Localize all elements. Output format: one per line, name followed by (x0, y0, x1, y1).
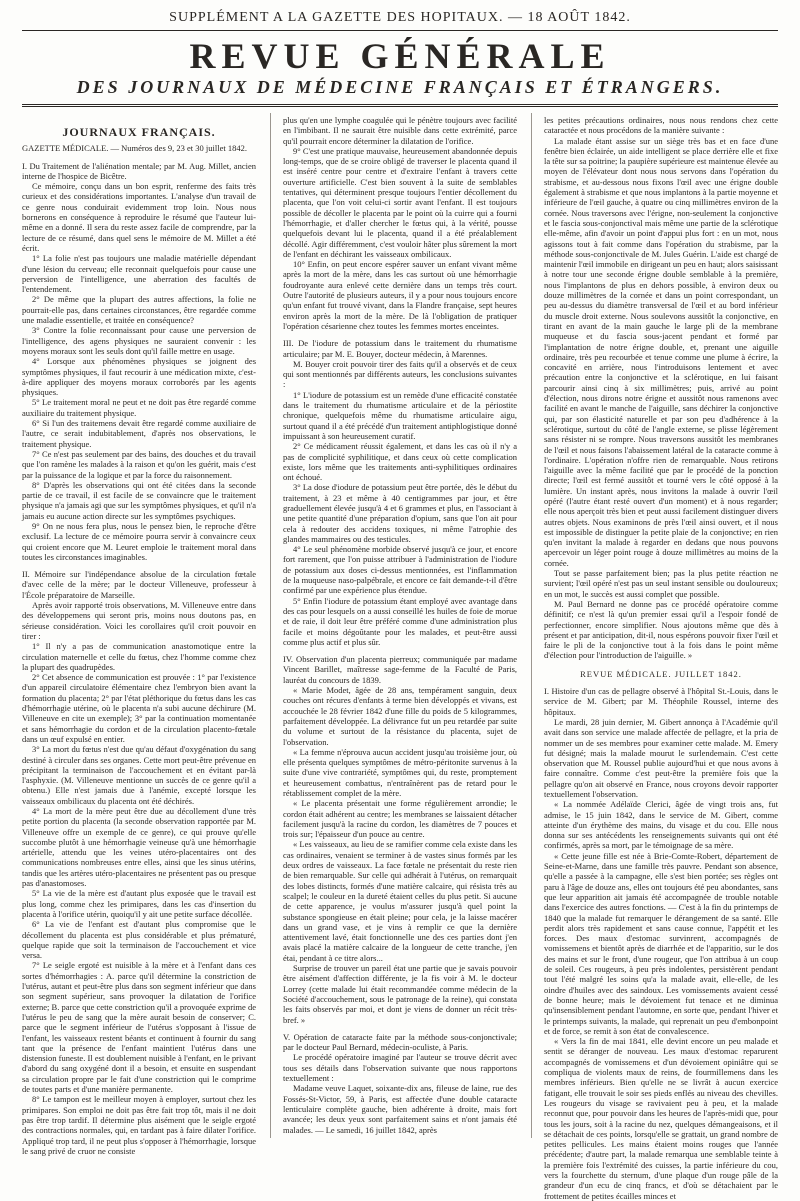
paragraph: « La femme n'éprouva aucun accident jusqu'au troisième jour, où elle présenta quelques symptômes de métro-péritonite survenus à la suite d'une vive contrariété, symptômes qui, du reste, promptement et heureusement combattus, n'entraînèrent pas de retard pour le rétablissement complet de la mère. (283, 746, 517, 798)
paragraph: 5° Enfin l'iodure de potassium étant employé avec avantage dans des cas pour lesquels on a aussi conseillé les huiles de foie de morue et de raie, il doit leur être préféré comme d'une administration plus facile et moins dégoûtante pour les malades, et peut-être aussi comme plus actif et plus sûr. (283, 595, 517, 647)
paragraph: 4° Lorsque aux phénomènes physiques se joignent des symptômes physiques, il faut recourir à une médication mixte, c'est-à-dire appliquer des moyens moraux corroborés par les agents physiques. (22, 356, 256, 398)
paragraph: « Les vaisseaux, au lieu de se ramifier comme cela existe dans les cas ordinaires, venaient se terminer à de vastes sinus formés par les deux ordres de vaisseaux. La face fœtale ne présentait du reste rien de bien remarquable. Sur celle qui adhérait à l'utérus, on remarquait des lobes distincts, formés d'une matière calcaire, qui résista très au scalpel; le couleur en la dureté étaient celles du plus petit. Si aucune de cette apparence, je voulus m'assurer jusqu'à quel point la substance spongieuse en était pleine; pour cela, je la laisse macérer dans un grand vase, et je vins à remplir ce que la dernière attentivement lavé, était fonctionnelle une des ces parties dont j'en avais placé la matière calcaire de la longueur de cette tranche, j'en étai, pendant à ce titre alors... (283, 839, 517, 963)
article-heading: I. Histoire d'un cas de pellagre observé à l'hôpital St.-Louis, dans le service de M. Gibert; par M. Théophile Roussel, interne des hôpitaux. (544, 686, 778, 717)
paragraph: 3° La dose d'iodure de potassium peut être portée, dès le début du traitement, à 23 et même à 40 centigrammes par jour, et être graduellement élevée jusqu'à 4 et 6 grammes et plus, en l'associant à une petite quantité d'une préparation d'opium, sans que l'on ait pour cela à redouter des accidens toxiques, ni même l'atrophie des glandes mammaires ou des testicules. (283, 482, 517, 544)
paragraph: 3° La mort du fœtus n'est due qu'au défaut d'oxygénation du sang destiné à circuler dans ses organes. Cette mort peut-être prévenue en précipitant la terminaison de l'accouchement et en évitant par-là l'asphyxie. (M. Villeneuve mentionne un succès de ce genre qu'il a obtenu.) Elle n'est jamais due à l'anémie, excepté lorsque les vaisseaux ombilicaux du placenta ont été déchirés. (22, 744, 256, 806)
masthead-title: REVUE GÉNÉRALE (189, 36, 611, 76)
paragraph: 5° La vie de la mère est d'autant plus exposée que le travail est plus long, comme chez les primipares, dans les cas d'insertion du placenta à l'orifice utérin, quoiqu'il y ait une petite surface décollée. (22, 888, 256, 919)
paragraph: 4° Le seul phénomène morbide observé jusqu'à ce jour, et encore fort rarement, que l'on puisse attribuer à l'administration de l'iodure de potassium aux doses ci-dessus mentionnées, est l'inflammation de la muqueuse naso-palpébrale, et encore ce fait demande-t-il d'être confirmé par une expérience plus étendue. (283, 544, 517, 596)
paragraph: 2° Cet absence de communication est prouvée : 1° par l'existence d'un appareil circulatoire élémentaire chez l'embryon bien avant la formation du placenta; 2° par l'état pléthorique du fœtus dans les cas d'hémorrhagie utérine, où le placenta n'a subi aucune déchirure (M. Villeneuve en cite un exemple); 3° par la continuation momentanée et sans hémorrhagie du cordon et de la circulation placento-fœtale dans un œuf expulsé en entier. (22, 672, 256, 744)
paragraph: « La nommée Adélaïde Clerici, âgée de vingt trois ans, fut admise, le 15 juin 1842, dans le service de M. Gibert, comme atteinte d'un érythème des mains, du visage et du cou. Elle nous donna sur ses antécédents les renseignements suivants qui ont été confirmés, après sa mort, par le témoignage de sa mère. (544, 799, 778, 851)
paragraph: 10° Enfin, on peut encore espérer sauver un enfant vivant même après la mort de la mère, dans les cas surtout où une hémorrhagie foudroyante aura enlevé cette dernière dans un temps très court. Outre l'autorité de plusieurs auteurs, il y a pour nous toujours encore qu'un enfant fut trouvé vivant, dans la Flandre française, sept heures environ après la mort de la mère. De là l'obligation de pratiquer l'opération césarienne chez toutes les femmes mortes enceintes. (283, 259, 517, 331)
paragraph: 5° Le traitement moral ne peut et ne doit pas être regardé comme auxiliaire du traitement physique. (22, 397, 256, 418)
article-heading: III. De l'iodure de potassium dans le traitement du rhumatisme articulaire; par M. E. Bouyer, docteur médecin, à Marennes. (283, 338, 517, 359)
paragraph: « Vers la fin de mai 1841, elle devint encore un peu malade et sentit se déranger de nouveau. Les maux d'estomac reparurent accompagnés de vomissemens et d'un dévoiement opiniâtre qui se compliqua de violents maux de reins, de fourmillemens dans les membres inférieurs. Bien qu'elle ne se livrât à aucun exercice fatigant, elle trouvait le soir ses pieds enflés au niveau des chevilles. Les rougeurs du visage se ravivaient peu à peu, et la malade reconnut que, pour pouvoir dans les heures de l'après-midi que, pour tous les jours, soit à la racine du nez, quelques démangeaisons, et il se détachait de ces points, lorsqu'elle se grattait, un grand nombre de petites pellicules. Les mains étaient moins rouges que l'année précédente; d'autre part, la malade remarqua une semblable teinte à la première fois l'extrémité des cuisses, la partie inférieure du cou, vers la fourchette du sternum, d'une plaque d'un rouge pâle de la grandeur d'un ecu de cinq francs, et d'où se détachaient par le frottement de petites écailles minces et (544, 1036, 778, 1201)
header-rule (22, 30, 778, 31)
article-heading: II. Mémoire sur l'indépendance absolue de la circulation fœtale d'avec celle de la mère; par le docteur Villeneuve, professeur à l'École préparatoire de Marseille. (22, 569, 256, 600)
paragraph: Après avoir rapporté trois observations, M. Villeneuve entre dans des développemens qui seront pris, moins nous doutons pas, en sérieuse considération. Voici les corollaires qu'il croit pouvoir en tirer : (22, 600, 256, 641)
source-line: GAZETTE MÉDICALE. — Numéros des 9, 23 et 30 juillet 1842. (22, 143, 247, 154)
paragraph: « Le placenta présentait une forme régulièrement arrondie; le cordon était adhérent au centre; les membranes se laissaient détacher facilement jusqu'à la racine du cordon, les diamètres de 7 pouces et trois sur; l'épaisseur d'un pouce au centre. (283, 798, 517, 840)
paragraph: les petites précautions ordinaires, nous nous rendons chez cette cataractée et nous procédons de la manière suivante : (544, 115, 778, 136)
article-heading: IV. Observation d'un placenta pierreux; communiquée par madame Vincent Barillet, maîtresse sage-femme de la Faculté de Paris, lauréat du concours de 1839. (283, 654, 517, 685)
paragraph: M. Paul Bernard ne donne pas ce procédé opératoire comme définitif; ce n'est là qu'un premier essai qu'il a l'espoir fondé de perfectionner, encore simplifier. Nous ajoutons même que dès à présent et par anticipation, dit-il, nous espérons pouvoir fixer l'œil et faire le pli de la conjonctive tout à la fois dans le point même d'élection pour l'introduction de l'aiguille. » (544, 598, 778, 661)
paragraph: Surprise de trouver un pareil état une partie que je savais pouvoir être aisément d'affection différente, je la fis voir à M. le docteur Lorrey (cette malade lui était recommandée comme médecin de la Société d'accouchement, sous le patronage de la reine), qui constata les faits observés par moi, et dont je viens de donner un récit très-bref. » (283, 963, 517, 1025)
paragraph: M. Bouyer croit pouvoir tirer des faits qu'il a observés et de ceux qui sont mentionnés par différents auteurs, les conclusions suivantes : (283, 358, 517, 390)
paragraph: 3° Contre la folie reconnaissant pour cause une perversion de l'intelligence, des agens physiques ne sauraient convenir : les moyens moraux sont les seuls dont qu'il faille mettre en usage. (22, 325, 256, 356)
paragraph: 8° D'après les observations qui ont été citées dans la seconde partie de ce travail, il est facile de se convaincre que le traitement physique n'a jamais agi que sur les symptômes physiques, et qu'il n'a jamais eu aucune action directe sur les symptômes psychiques. (22, 479, 256, 521)
masthead-rule (22, 104, 778, 107)
paragraph: 9° C'est une pratique mauvaise, heureusement abandonnée depuis long-temps, que de se croire obligé de traverser le placenta quand il est inséré centre pour centre et d'extraire l'enfant à travers cette ouverture artificielle. C'est bien souvent à la suite de semblables tentatives, qui déterminent presque toujours l'entier décollement du placenta, que l'on voit celui-ci sortir avant l'enfant. Il est toujours possible de décoller le placenta par le point où la cuirre qui a fourni l'hémorrhagie, et d'aller chercher le fœtus qui, à la vérité, pousse quelquefois devant lui le placenta, quand il a été préalablement décollé. Agir différemment, c'est vouloir hâter plus sûrement la mort de l'enfant en déchirant les vaisseaux ombilicaux. (283, 145, 517, 259)
paragraph: 1° Il n'y a pas de communication anastomotique entre la circulation maternelle et celle du fœtus, chez l'homme comme chez la plupart des quadrupèdes. (22, 641, 256, 672)
paragraph: 2° De même que la plupart des autres affections, la folie ne pourrait-elle pas, dans certaines circonstances, être regardée comme une maladie essentielle, et traitée en conséquence? (22, 294, 256, 326)
section-title-journaux-francais: JOURNAUX FRANÇAIS. (62, 125, 216, 139)
paragraph: Le procédé opératoire imaginé par l'auteur se trouve décrit avec tous ses détails dans l'observation suivante que nous rapportons textuellement : (283, 1052, 517, 1084)
supplement-header: SUPPLÉMENT A LA GAZETTE DES HOPITAUX. — 18 AOÛT 1842. (169, 10, 631, 25)
column-3 (531, 113, 778, 1201)
paragraph: 4° La mort de la mère peut être due au décollement d'une très petite portion du placenta (la seconde observation rapportée par M. Villeneuve offre un exemple de ce genre), ce qui prouve qu'elle succombe plutôt à une hémorrhagie veineuse qu'à une hémorrhagie artérielle, attendu que les veines utéro-placentaires ont des communications nombreuses entre elles, ainsi que les sinus utérins, tandis que les artères utéro-placentaires ne présentent pas ou presque pas d'anastomoses. (22, 806, 256, 889)
column-2 (270, 113, 517, 1138)
masthead (22, 37, 778, 98)
paragraph: « Marie Modet, âgée de 28 ans, tempérament sanguin, deux couches ont récures d'enfants à terme bien développés et vivans, est accouchée le 28 février 1842 d'une fille du poids de 5 kilogrammes, parfaitement développée. La délivrance fut un peu retardée par suite du volume et surtout de la résistance du placenta, sujet de l'observation. (283, 685, 517, 747)
paragraph: Madame veuve Laquet, soixante-dix ans, fileuse de laine, rue des Fossés-St-Victor, 59, à Paris, est affectée d'une double cataracte lenticulaire complète gauche, bien adhérente à droite, mais fort avancée; les deux yeux sont parfaitement sains et n'ont jamais été malades. — Le samedi, 16 juillet 1842, après (283, 1083, 517, 1135)
paragraph: 2° Ce médicament réussit également, et dans les cas où il n'y a pas de complicité syphilitique, et dans ceux où cette complication existe, lors même que les traitements anti-syphilitiques ordinaires ont échoué. (283, 441, 517, 483)
paragraph: 6° La vie de l'enfant est d'autant plus compromise que le décollement du placenta est plus considérable et plus prématuré, quelque rapide que soit la terminaison de l'accouchement et vice versa. (22, 919, 256, 961)
article-heading: V. Opération de cataracte faite par la méthode sous-conjonctivale; par le docteur Paul Bernard, médecin-oculiste, à Paris. (283, 1031, 517, 1053)
column-1 (22, 113, 256, 1156)
masthead-subtitle: DES JOURNAUX DE MÉDECINE FRANÇAIS ET ÉTRANGERS. (76, 77, 724, 97)
paragraph: 9° On ne nous fera plus, nous le pensez bien, le reproche d'être exclusif. La lecture de ce mémoire pourra servir à convaincre ceux qui croient encore que M. Leuret emploie le traitement moral dans toutes les circonstances imaginables. (22, 520, 256, 562)
paragraph: Le mardi, 28 juin dernier, M. Gibert annonça à l'Académie qu'il avait dans son service une malade affectée de pellagre, et la pria de nommer un de ses membres pour examiner cette malade. M. Emery fut désigné; mais la malade mourut le surlendemain. C'est cette observation que M. Roussel publie aujourd'hui et que nous avons à faire connaître. Comme c'est peut-être la première fois que la pellagre qu'on ait observé en France, nous croyons devoir rapporter textuellement l'observation. (544, 716, 778, 799)
paragraph: 1° La folie n'est pas toujours une maladie matérielle dépendant d'une lésion du cerveau; elle reconnait quelquefois pour cause une perversion de l'intelligence, une aberration des facultés de l'entendement. (22, 253, 256, 295)
paragraph: « Cette jeune fille est née à Brie-Comte-Robert, département de Seine-et-Marne, dans une famille très pauvre. Pendant son absence, qu'elle a passée à la campagne, elle s'est bien portée; ses règles ont paru à l'âge de douze ans, elles ont toujours été peu abondantes, sans que leur apparition ait jamais été accompagnée de trouble notable dans l'exercice des autres fonctions. — C'est à la fin du printemps de 1840 que la malade fut remarquer le dérangement de sa santé. Elle perdit alors très rapidement et sans cause connue, l'appétit et les forces. Des maux d'estomac survinrent, accompagnés de vomissemens et bientôt après de diarrhée et de l'appariti​o, sur le dos des mains et sur le front, d'une rougeur, que l'on attribua à un coup de soleil. Ces rougeurs, à peu près indolentes, persistèrent pendant tout l'été malgré les soins qu'a la malade avait, elle-elle, de les oindre d'huiles avec des saindoux. Les vomissements avaient cessé de bonne heure; mais le dévoiement fut tenace et ne diminua qu'insensiblement pendant l'automne, en sorte que, pendant l'hiver et le printemps suivants, la malade, qui reprenait un peu d'embonpoint et de force, se remit à son état de convalescence. (544, 850, 778, 1036)
paragraph: 8° Le tampon est le meilleur moyen à employer, surtout chez les primipares. Son emploi ne doit pas être fait trop tôt, mais il ne doit pas être trop tardif. Il détermine plus aisément que le seigle ergoté des contractions normales, qui, en tardant pas à faire dilater l'orifice. Appliqué trop tard, il ne peut plus s'opposer à l'hémorrhagie, lorsque le sang privé de cruor ne consiste (22, 1094, 256, 1156)
paragraph: 7° Ce n'est pas seulement par des bains, des douches et du travail que l'on ramène les malades à la raison et qu'on les guérit, mais c'est par la puissance de la logique et par la force du raisonnement. (22, 448, 256, 480)
article-columns (22, 113, 778, 1201)
paragraph: Tout se passe parfaitement bien; pas la plus petite réaction ne survient; l'œil opéré n'est pas un seul instant sensible ou douloureux; en un mot, le succès est aussi complet que possible. (544, 568, 778, 599)
paragraph: Ce mémoire, conçu dans un bon esprit, renferme des faits très curieux et des considérations importantes. L'analyse d'un travail de ce genre nous conduirait evidemment trop loin. Nous nous bornerons en conséquence à reproduire le résumé que l'auteur lui-même en a donné. Il sera du reste assez facile de comprendre, par la lecture de ce résumé, dans quel sens le mémoire de M. Millet a été écrit. (22, 181, 256, 253)
paragraph: La malade étant assise sur un siège très bas et en face d'une fenêtre bien éclairée, un aide intelligent se place derrière elle et fixe la tête sur sa poitrine; la paupière supérieure est maintenue élevée au moyen de l'élévateur dont nous nous servons dans l'opération du strabisme, et au-dessous nous fixons l'œil avec une érigne double également à strabisme et que nous implantons à la partie moyenne et inférieure de l'œil gauche, à quatre ou cinq millimètres environ de la cornée. Nous traversons avec l'érigne, non-seulement la conjonctive et le fascia sous-conjonctival mais même une partie de la sclérotique elle-même, afin d'avoir un point d'appui plus fort : en un mot, nous agissons tout à fait comme dans l'opération du strabisme, par la méthode sous-conjonctivale de M. Jules Guérin. L'aide est chargé de maintenir l'œil immobile en dirigeant un peu en haut; alors saisissant à notre tour une seconde érigne double semblable à la première, nous l'implantons de plus en dehors possible, à environ deux ou douze millimètres de la cornée et dans un point correspondant, un peu au-dessus du diamètre transversal de l'œil et au bord inférieur du muscle droit externe. Nous soulevons aussitôt la conjonctive, en tirant en avant de la main gauche le large pli de la membrane muqueuse et du fascia sous-jacent pendant et formé par l'implantation de notre érigne double, et, prenant une aiguille ordinaire, très peu recourbée et tenue comme une plume à écrire, la concavité en arrière, nous l'introduisons lentement et avec précaution entre la conjonctive et la sclérotique, en lui faisant parcourir ainsi cinq à six millimètres; puis, arrivé au point d'élection, nous dirons notre érigne et aussitôt nous ramenons avec facilité en avant le manche de l'aiguille, sans déchirer la conjonctive qui, par son élasticité naturelle et par son peu d'adhérence à la sclérotique, surtout du côté de l'angle externe, se plisse légèrement sans résister ni se rompre. Nous traversons aussitôt les membranes de l'œil et nous faisons l'abaissement latéral de la cataracte comme à l'ordinaire. L'opération n'offre rien de remarquable. Nous retirons l'aiguille avec la même facilité que par le procédé de la ponction directe; l'œil est fermé aussitôt et tourné vers le côté opposé à la lumière. Un instant après, nous invitons la malade à ouvrir l'œil opéré (l'autre étant resté ouvert d'un moment) et à nous regarder; elle nous aperçoit très bien et peut aussi facilement distinguer divers autres objets. Nous examinons de près l'œil ainsi ouvert, et il nous est impossible de distinguer la petite plaie de la conjonctive; en rien qu'en invitant la malade à regarder en dedans que nous pouvons apercevoir un léger point rouge à douze millimètres au moins de la cornée. (544, 135, 778, 568)
paragraph: 1° L'iodure de potassium est un remède d'une efficacité constatée dans le traitement du rhumatisme articulaire et de la périostite chronique, quelquefois même du rhumatisme articulaire aigu, surtout quand il a été précédé d'un traitement antiphlogistique donné impuissant à son heureusement curatif. (283, 389, 517, 441)
section-title-revue-medicale: REVUE MÉDICALE. JUILLET 1842. (580, 668, 742, 679)
paragraph: 6° Si l'un des traitemens devait être regardé comme auxiliaire de l'autre, ce serait indubitablement, d'après nos observations, le traitement physique. (22, 418, 256, 449)
paragraph: plus qu'en une lymphe coagulée qui le pénètre toujours avec facilité en l'imbibant. Il ne saurait être nuisible dans cette extrémité, parce qu'il pourrait encore déterminer la dilatation de l'orifice. (283, 115, 517, 146)
article-heading: I. Du Traitement de l'aliénation mentale; par M. Aug. Millet, ancien interne de l'hospice de Bicêtre. (22, 160, 256, 181)
paragraph: 7° Le seigle ergoté est nuisible à la mère et à l'enfant dans ces sortes d'hémorrhagies : A. parce qu'il détermine la constriction de l'utérus, autant et peut-être plus dans son segment inférieur que dans son segment supérieur, sans provoquer la dilatation de l'orifice externe; B. parce que cette constriction qu'il a provoquée exprime de l'utérus le peu de sang que la mère aurait besoin de conserver; C. parce que le segment inférieur de l'utérus s'opposant à l'issue de l'enfant, les vaisseaux restent béants et continuent à fournir du sang tant que la présence de l'enfant maintient l'utérus dans une distension funeste. Il est doublement nuisible à l'enfant, en le privant d'abord du sang oxygéné dont il a besoin, et ensuite en suspendant sa circulation propre par le fait d'une constriction qui le comprime de toutes parts et d'une manière permanente. (22, 960, 256, 1095)
